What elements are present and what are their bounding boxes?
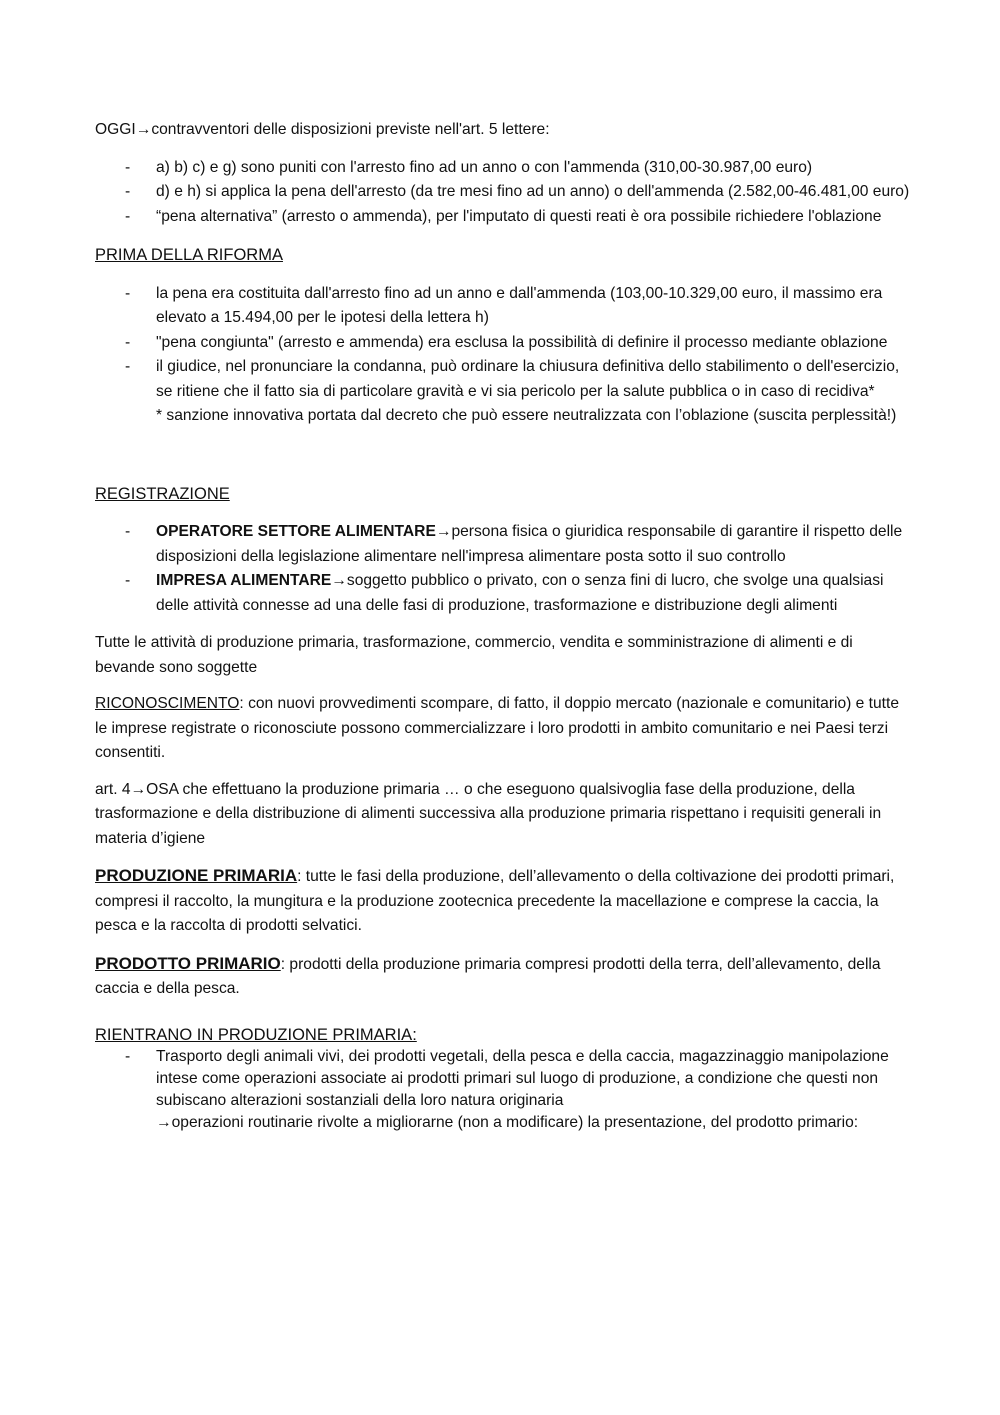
- section-heading-prima: PRIMA DELLA RIFORMA: [95, 246, 283, 264]
- footnote-text: * sanzione innovativa portata dal decreto che può essere neutralizzata con l’oblazione (suscita perplessità!): [156, 407, 897, 424]
- term-label: IMPRESA ALIMENTARE: [156, 572, 332, 589]
- arrow-icon: →: [135, 121, 152, 138]
- list-item: [95, 1046, 910, 1135]
- arrow-icon: →: [156, 1114, 172, 1132]
- section-heading-registrazione: REGISTRAZIONE: [95, 484, 230, 503]
- rientrano-list: [95, 1046, 910, 1135]
- prima-list: [95, 282, 910, 429]
- term-label: RICONOSCIMENTO: [95, 695, 240, 712]
- intro-text: contravventori delle disposizioni previste nell'art. 5 lettere:: [151, 121, 550, 138]
- document-page: [95, 118, 910, 1135]
- art4-lead: art. 4: [95, 780, 131, 798]
- list-item: - la pena era costituita dall'arresto fino ad un anno e dall'ammenda (103,00-10.329,00 euro, il massimo era elevato a 15.494,00 per le ipotesi della lettera h): [95, 282, 910, 331]
- produzione-primaria-paragraph: [95, 864, 910, 939]
- paragraph-text: : prodotti della produzione primaria compresi prodotti della terra, dell’allevamento, della caccia e della pesca.: [95, 955, 881, 997]
- oggi-list: [95, 156, 910, 230]
- intro-lead: OGGI: [95, 121, 136, 138]
- riconoscimento-paragraph: [95, 692, 910, 766]
- list-item: [95, 355, 910, 429]
- list-item: - a) b) c) e g) sono puniti con l'arresto fino ad un anno o con l'ammenda (310,00-30.987,00 euro): [95, 156, 910, 181]
- term-definition: persona fisica o giuridica responsabile di garantire il rispetto delle disposizioni della legislazione alimentare nell'impresa alimentare posta sotto il suo controllo: [156, 523, 903, 565]
- list-item-text: operazioni routinarie rivolte a migliorarne (non a modificare) la presentazione, del prodotto primario:: [171, 1114, 859, 1132]
- list-item: - d) e h) si applica la pena dell'arresto (da tre mesi fino ad un anno) o dell'ammenda (2.582,00-46.481,00 euro): [95, 180, 910, 205]
- list-item: [95, 520, 910, 569]
- list-item-text: Trasporto degli animali vivi, dei prodotti vegetali, della pesca e della caccia, magazzinaggio manipolazione intese come operazioni associate ai prodotti primari sul luogo di produzione, a condizione che questi non subiscano alterazioni sostanziali della loro natura originaria: [156, 1047, 889, 1110]
- term-definition: soggetto pubblico o privato, con o senza fini di lucro, che svolge una qualsiasi delle attività connesse ad una delle fasi di produzione, trasformazione e distribuzione degli alimenti: [156, 572, 884, 614]
- term-label: OPERATORE SETTORE ALIMENTARE: [156, 523, 436, 540]
- list-item: [95, 569, 910, 618]
- registrazione-list: [95, 520, 910, 618]
- list-item-text: il giudice, nel pronunciare la condanna, può ordinare la chiusura definitiva dello stabilimento o dell'esercizio, se ritiene che il fatto sia di particolare gravità e vi sia pericolo per la salute pubblica o in caso di recidiva*: [156, 358, 900, 400]
- paragraph-text: : tutte le fasi della produzione, dell’allevamento o della coltivazione dei prodotti primari, compresi il raccolto, la mungitura e la produzione zootecnica precedente la macellazione e comprese la caccia, la pesca e la raccolta di prodotti selvatici.: [95, 868, 895, 934]
- art4-paragraph: [95, 778, 910, 852]
- section-heading-rientrano: RIENTRANO IN PRODUZIONE PRIMARIA:: [95, 1025, 417, 1044]
- arrow-icon: →: [435, 523, 452, 540]
- term-label: PRODOTTO PRIMARIO: [95, 953, 281, 973]
- paragraph-text: OSA che effettuano la produzione primaria … o che eseguono qualsivoglia fase della produzione, della trasformazione e della distribuzione di alimenti successiva alla produzione primaria rispettano i requisiti generali in materia d’igiene: [95, 780, 882, 847]
- paragraph-text: : con nuovi provvedimenti scompare, di fatto, il doppio mercato (nazionale e comunitario) e tutte le imprese registrate o riconosciute possono commercializzare i loro prodotti in ambito comunitario e nei Paesi terzi consentiti.: [95, 695, 900, 761]
- prodotto-primario-paragraph: [95, 952, 910, 1002]
- list-item: - “pena alternativa” (arresto o ammenda), per l'imputato di questi reati è ora possibile richiedere l'oblazione: [95, 205, 910, 230]
- term-label: PRODUZIONE PRIMARIA: [95, 866, 298, 885]
- arrow-icon: →: [130, 780, 147, 798]
- intro-paragraph: [95, 118, 910, 143]
- arrow-icon: →: [331, 572, 347, 589]
- tutte-paragraph: Tutte le attività di produzione primaria, trasformazione, commercio, vendita e somministrazione di alimenti e di bevande sono soggette: [95, 634, 853, 676]
- list-item: - "pena congiunta" (arresto e ammenda) era esclusa la possibilità di definire il processo mediante oblazione: [95, 331, 910, 356]
